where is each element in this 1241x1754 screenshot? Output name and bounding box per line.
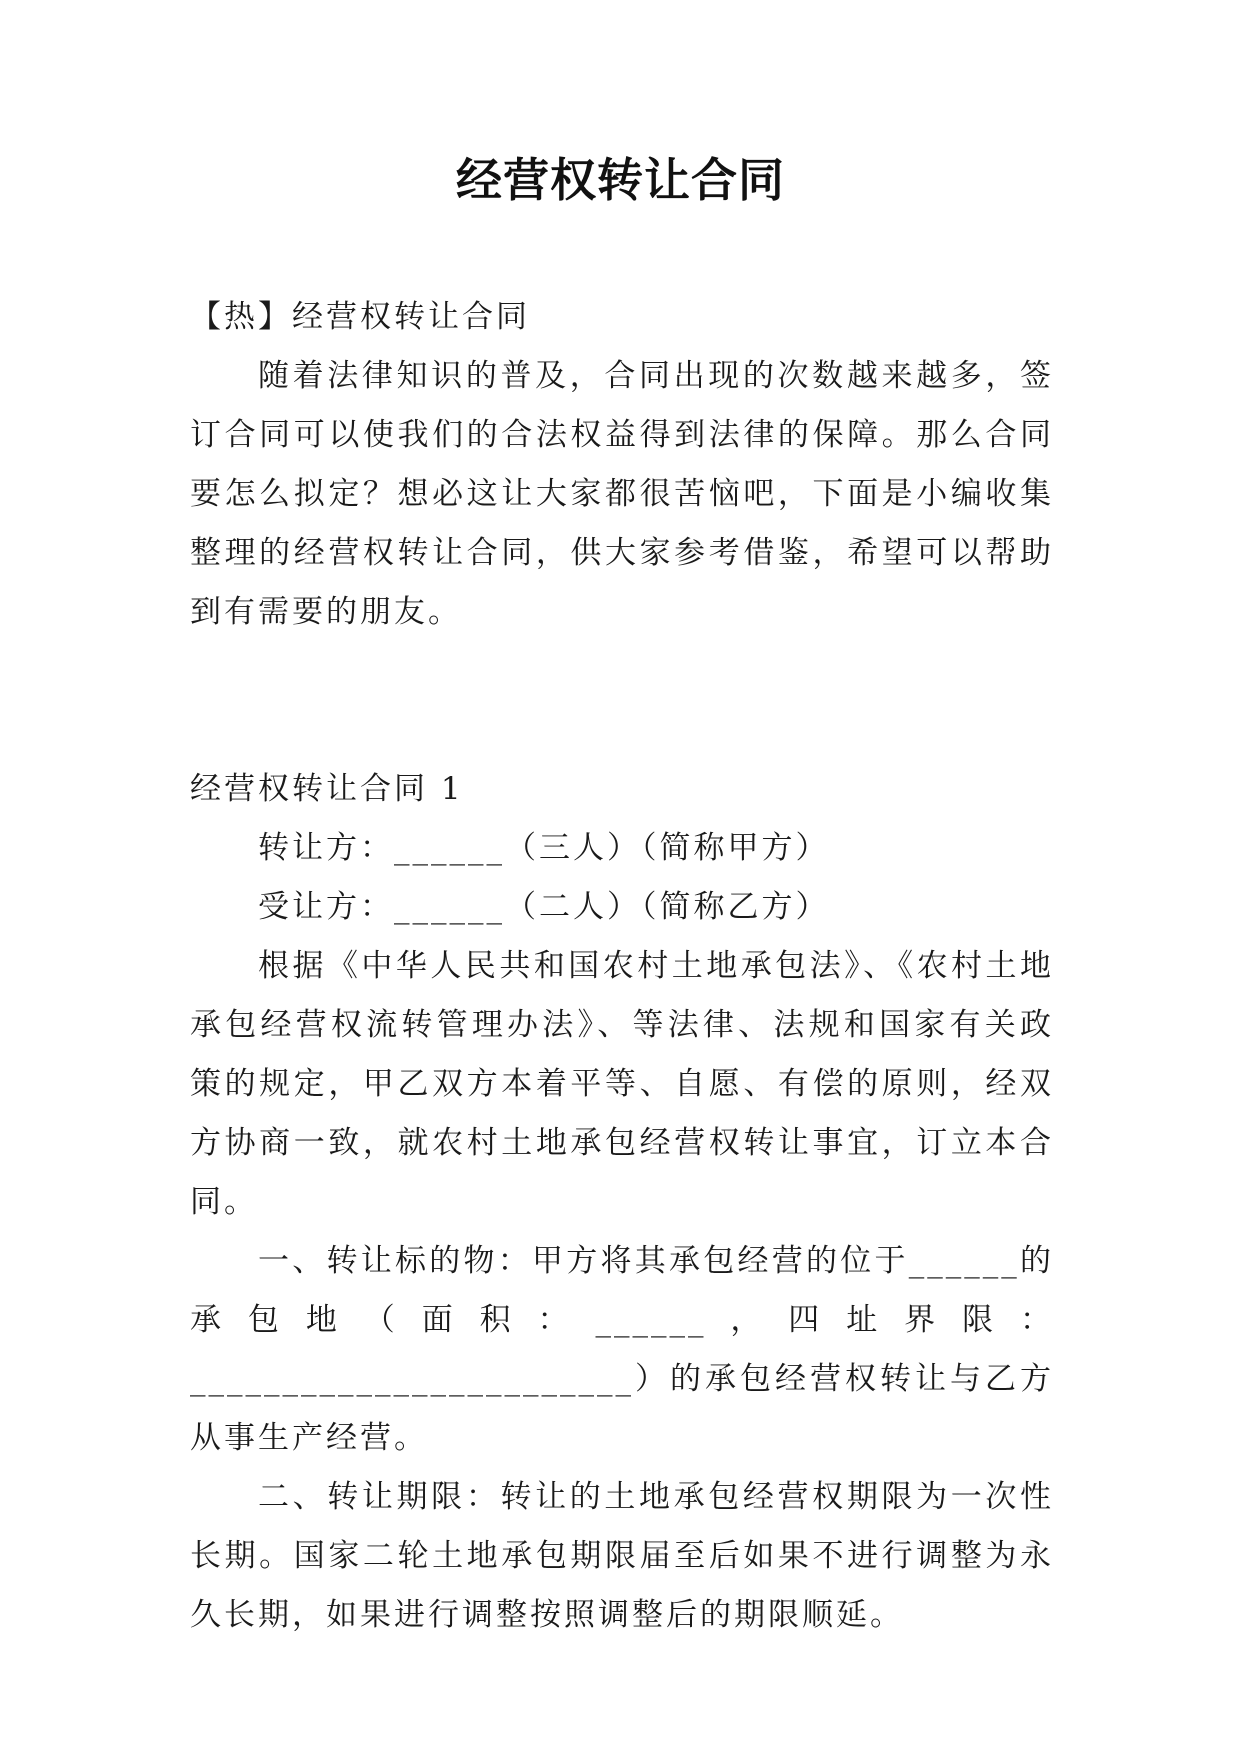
transferor-line: 转让方：______（三人）（简称甲方） (258, 830, 830, 866)
section-spacer (190, 642, 1054, 760)
clause-1-paragraph: 一、转让标的物：甲方将其承包经营的位于______的承包地（面积：______，四址界限：________________________）的承包经营权转让与乙方从事生产经营。 (190, 1243, 1054, 1456)
clause-2-paragraph: 二、转让期限：转让的土地承包经营权期限为一次性长期。国家二轮土地承包期限届至后如果不进行调整为永久长期，如果进行调整按照调整后的期限顺延。 (190, 1479, 1054, 1633)
transferee-line: 受让方：______（二人）（简称乙方） (258, 889, 830, 925)
basis-paragraph: 根据《中华人民共和国农村土地承包法》、《农村土地承包经营权流转管理办法》、等法律、法规和国家有关政策的规定，甲乙双方本着平等、自愿、有偿的原则，经双方协商一致，就农村土地承包经营权转让事宜，订立本合同。 (190, 948, 1054, 1220)
contract-heading: 经营权转让合同 1 (190, 771, 464, 807)
document-title: 经营权转让合同 (456, 153, 785, 207)
intro-paragraph: 随着法律知识的普及，合同出现的次数越来越多，签订合同可以使我们的合法权益得到法律的保障。那么合同要怎么拟定？想必这让大家都很苦恼吧，下面是小编收集整理的经营权转让合同，供大家参考借鉴，希望可以帮助到有需要的朋友。 (190, 358, 1054, 630)
intro-label: 【热】经营权转让合同 (190, 299, 530, 335)
document-body (190, 288, 1054, 1645)
